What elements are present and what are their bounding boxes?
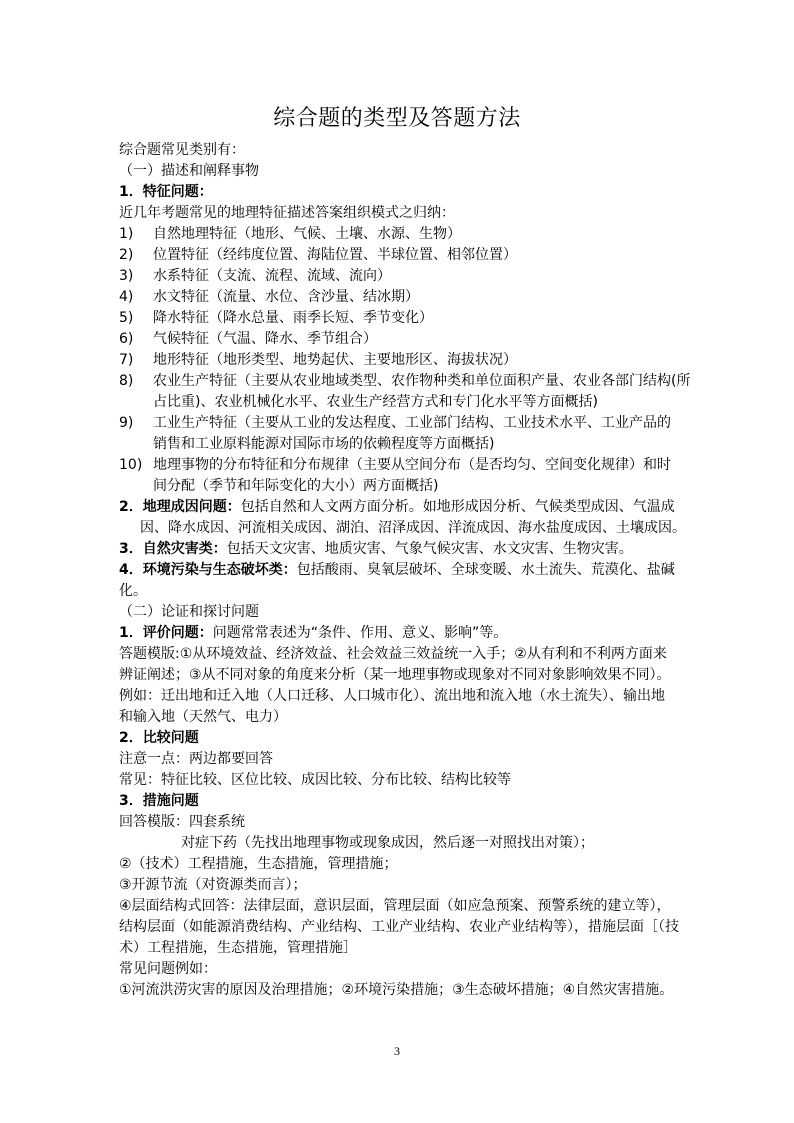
list-number: 10) (119, 457, 143, 473)
measures-template-4c: 术）工程措施，生态措施，管理措施］ (119, 940, 357, 956)
pollution (119, 560, 699, 581)
pollution-text: 包括酸雨、臭氧层破坏、全球变暖、水土流失、荒漠化、盐碱 (296, 562, 675, 578)
list-text: 工业生产特征（主要从工业的发达程度、工业部门结构、工业技术水平、工业产品的 (153, 415, 671, 431)
measures-examples: ①河流洪涝灾害的原因及治理措施；②环境污染措施；③生态破坏措施；④自然灾害措施。 (119, 982, 674, 998)
list-number: 2) (119, 247, 134, 263)
cause-question-text: 包括自然和人文两方面分析。如地形成因分析、气候类型成因、气温成 (240, 499, 675, 515)
feature-question-bold: 1．特征问题： (119, 184, 213, 200)
section1-heading: （一）描述和阐释事物 (119, 163, 259, 179)
list-item (119, 371, 699, 392)
evaluation-label: 1．评价问题： (119, 625, 213, 641)
measures-label: 3．措施问题 (119, 793, 199, 809)
list-item (119, 266, 699, 287)
list-item-continuation: 销售和工业原料能源对国际市场的依赖程度等方面概括) (153, 436, 495, 452)
evaluation-example-line2: 和输入地（天然气、电力） (119, 709, 287, 725)
comparison-label: 2．比较问题 (119, 730, 199, 746)
list-item-continuation: 间分配（季节和年际变化的大小）两方面概括) (153, 478, 439, 494)
section2-heading: （二）论证和探讨问题 (119, 604, 259, 620)
comparison-note: 注意一点：两边都要回答 (119, 751, 273, 767)
list-number: 5) (119, 310, 134, 326)
feature-question-lead: 近几年考题常见的地理特征描述答案组织模式之归纳： (119, 205, 455, 221)
list-text: 水文特征（流量、水位、含沙量、结冰期） (153, 289, 419, 305)
list-text: 降水特征（降水总量、雨季长短、季节变化） (153, 310, 433, 326)
list-item (119, 287, 699, 308)
pollution-continuation: 化。 (119, 583, 147, 599)
measures-template-4a: ④层面结构式回答：法律层面，意识层面，管理层面（如应急预案、预警系统的建立等）， (119, 898, 671, 914)
pollution-label: 4．环境污染与生态破坏类： (119, 562, 297, 578)
natural-disaster (119, 539, 699, 560)
list-text: 水系特征（支流、流程、流域、流向） (153, 268, 391, 284)
evaluation-answer-line1: 答题模版:①从环境效益、经济效益、社会效益三效益统一入手；②从有利和不利两方面来 (119, 646, 667, 662)
list-text: 地理事物的分布特征和分布规律（主要从空间分布（是否均匀、空间变化规律）和时 (153, 457, 671, 473)
intro-text: 综合题常见类别有： (119, 142, 245, 158)
list-text: 农业生产特征（主要从农业地域类型、农作物种类和单位面积产量、农业各部门结构(所 (153, 373, 691, 389)
list-text: 气候特征（气温、降水、季节组合） (153, 331, 377, 347)
natural-disaster-text: 包括天文灾害、地质灾害、气象气候灾害、水文灾害、生物灾害。 (226, 541, 633, 557)
measures-question (119, 791, 699, 812)
comparison-common: 常见：特征比较、区位比较、成因比较、分布比较、结构比较等 (119, 772, 511, 788)
list-number: 4) (119, 289, 134, 305)
list-number: 3) (119, 268, 134, 284)
list-number: 8) (119, 373, 134, 389)
list-item (119, 350, 699, 371)
natural-disaster-label: 3．自然灾害类： (119, 541, 227, 557)
list-number: 6) (119, 331, 134, 347)
cause-question-label: 2．地理成因问题： (119, 499, 241, 515)
list-text: 自然地理特征（地形、气候、土壤、水源、生物） (153, 226, 461, 242)
list-item (119, 413, 699, 434)
measures-template-1: 对症下药（先找出地理事物或现象成因，然后逐一对照找出对策）； (181, 835, 594, 851)
measures-template-2: ②（技术）工程措施，生态措施，管理措施； (119, 856, 398, 872)
document-title: 综合题的类型及答题方法 (273, 106, 521, 131)
comparison-question (119, 728, 699, 749)
list-item (119, 329, 699, 350)
page-number: 3 (394, 1044, 400, 1058)
list-item-continuation: 占比重)、农业机械化水平、农业生产经营方式和专门化水平等方面概括) (153, 394, 598, 410)
list-item (119, 224, 699, 245)
list-item (119, 455, 699, 476)
cause-question-continuation: 因、降水成因、河流相关成因、湖泊、沼泽成因、洋流成因、海水盐度成因、土壤成因。 (140, 520, 686, 536)
evaluation-question (119, 623, 699, 644)
list-number: 7) (119, 352, 134, 368)
measures-template-3: ③开源节流（对资源类而言）； (119, 877, 307, 893)
evaluation-answer-line2: 辨证阐述；③从不同对象的角度来分析（某一地理事物或现象对不同对象影响效果不同）。 (119, 667, 671, 683)
list-number: 1) (119, 226, 134, 242)
evaluation-example-line1: 例如：迁出地和迁入地（人口迁移、人口城市化）、流出地和流入地（水土流失）、输出地 (119, 688, 665, 704)
list-item (119, 245, 699, 266)
measures-template-4b: 结构层面（如能源消费结构、产业结构、工业产业结构、农业产业结构等），措施层面［（技 (119, 919, 679, 935)
cause-question (119, 497, 699, 518)
evaluation-text: 问题常常表述为“条件、作用、意义、影响”等。 (212, 625, 508, 641)
list-item (119, 308, 699, 329)
feature-question-label (119, 182, 699, 203)
measures-examples-label: 常见问题例如： (119, 961, 217, 977)
list-number: 9) (119, 415, 134, 431)
list-text: 地形特征（地形类型、地势起伏、主要地形区、海拔状况） (153, 352, 517, 368)
measures-template: 回答模版：四套系统 (119, 814, 245, 830)
list-text: 位置特征（经纬度位置、海陆位置、半球位置、相邻位置） (153, 247, 517, 263)
